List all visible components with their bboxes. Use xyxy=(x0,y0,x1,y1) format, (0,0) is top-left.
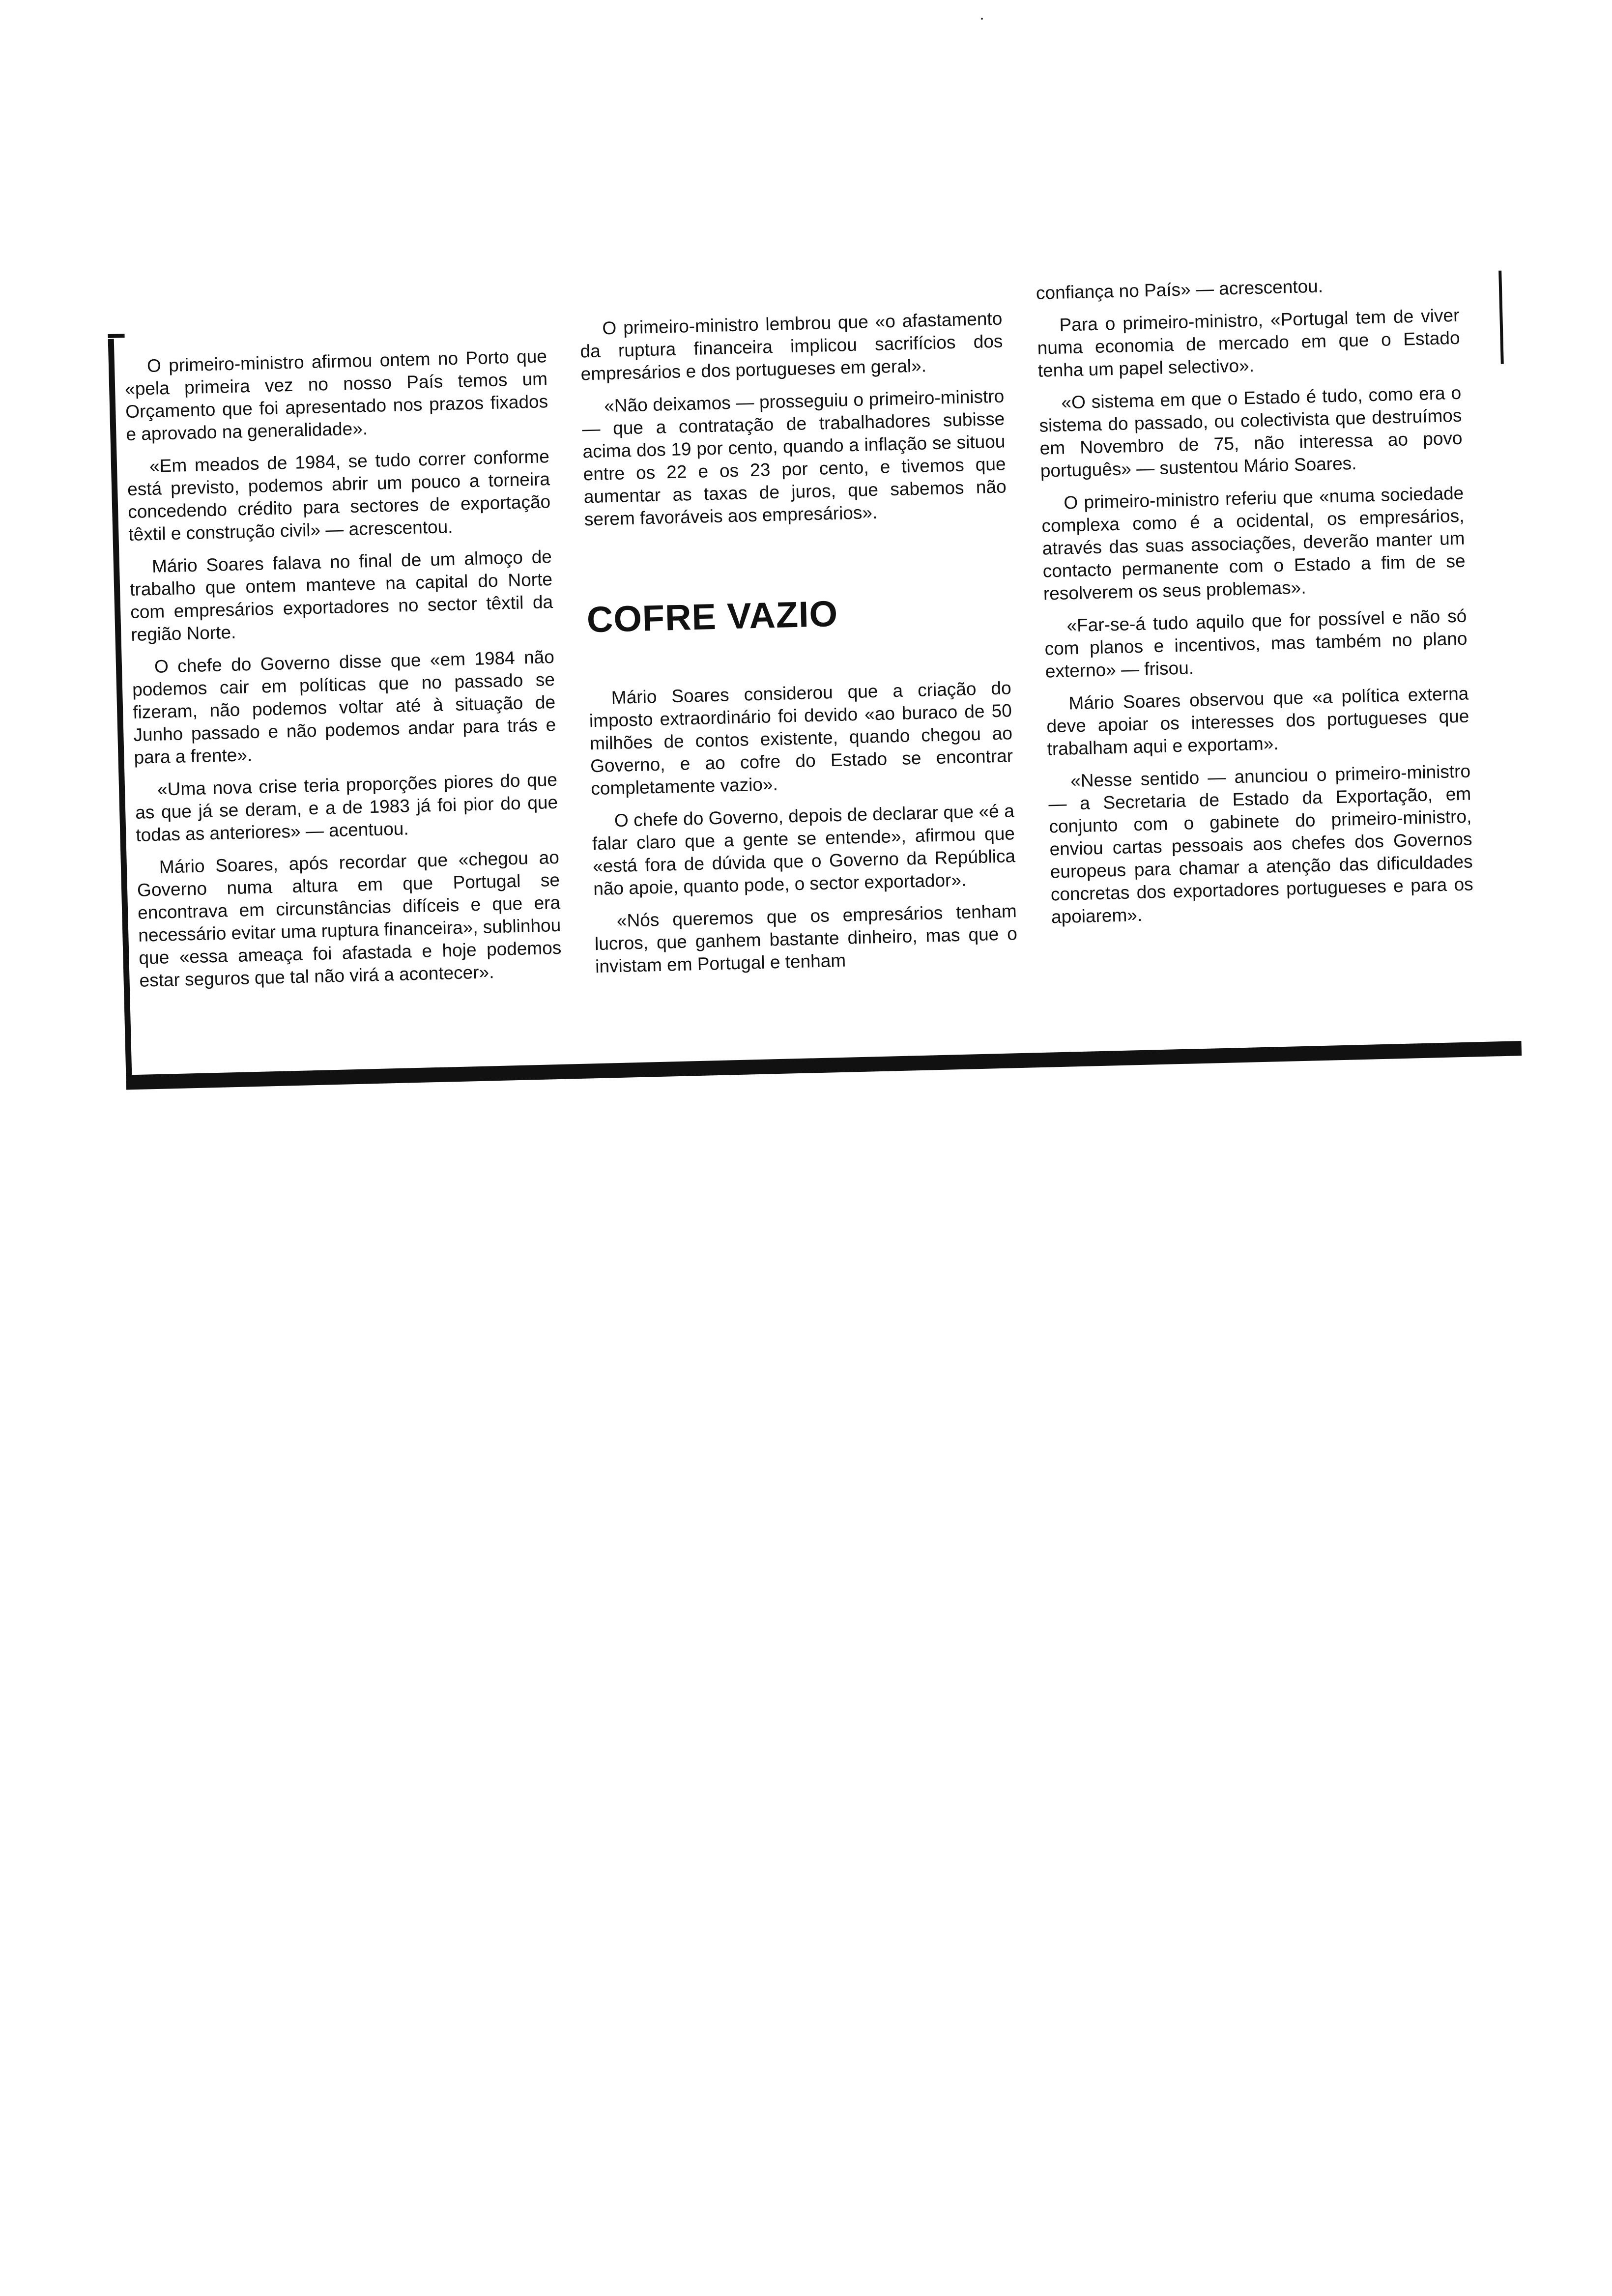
paragraph: O chefe do Governo disse que «em 1984 não podemos cair em políticas que no passado se fizeram, não podemos voltar até à situação de Junho passado e não podemos andar para trás e para a frente». xyxy=(132,646,556,768)
paragraph: Mário Soares observou que «a política externa deve apoiar os interesses dos portugueses que trabalham aqui e exportam». xyxy=(1046,683,1469,759)
paragraph: «Em meados de 1984, se tudo correr conforme está previsto, podemos abrir um pouco a torneira concedendo crédito para sectores de exportação têxtil e construção civil» — acrescentou. xyxy=(127,446,551,545)
newspaper-clipping xyxy=(107,271,1522,1111)
paragraph: O primeiro-ministro lembrou que «o afastamento da ruptura financeira implicou sacrifícios dos empresários e dos portugueses em geral». xyxy=(580,308,1003,384)
paragraph: «Não deixamos — prosseguiu o primeiro-ministro — que a contratação de trabalhadores subisse acima dos 19 por cento, quando a inflação se situou entre os 22 e os 23 por cento, e tivemos que aumentar as taxas de juros, que sabemos não serem favoráveis aos empresários». xyxy=(581,386,1007,530)
scan-speck xyxy=(981,18,983,20)
paragraph: «O sistema em que o Estado é tudo, como era o sistema do passado, ou colectivista que destruímos em Novembro de 75, não interessa ao povo português» — sustentou Mário Soares. xyxy=(1039,382,1463,481)
article-column-2 xyxy=(579,308,1018,988)
bottom-border-rule xyxy=(126,1041,1522,1090)
article-column-1 xyxy=(124,345,563,1002)
paragraph: «Far-se-á tudo aquilo que for possível e não só com planos e incentivos, mas também no plano externo» — frisou. xyxy=(1044,605,1468,682)
paragraph: Mário Soares considerou que a criação do imposto extraordinário foi devido «ao buraco de 50 milhões de contos existente, quando chegou ao Governo, e ao cofre do Estado se encontrar completamente vazio». xyxy=(589,678,1013,799)
section-subheading: COFRE VAZIO xyxy=(586,593,838,640)
article-column-3 xyxy=(1036,272,1474,939)
corner-tick-mark xyxy=(108,334,124,338)
paragraph: O chefe do Governo, depois de declarar que «é a falar claro que a gente se entende», afirmou que «está fora de dúvida que o Governo da República não apoie, quanto pode, o sector exportador». xyxy=(592,801,1016,899)
paragraph-continuation: confiança no País» — acrescentou. xyxy=(1036,276,1324,303)
paragraph: «Nós queremos que os empresários tenham lucros, que ganhem bastante dinheiro, mas que o invistam em Portugal e tenham xyxy=(594,901,1018,977)
paragraph: «Nesse sentido — anunciou o primeiro-ministro — a Secretaria de Estado da Exportação, em conjunto com o gabinete do primeiro-ministro, enviou cartas pessoais aos chefes dos Governos europeus para chamar a atenção das dificuldades concretas dos exportadores portugueses e para os apoiarem». xyxy=(1048,761,1474,927)
paragraph: O primeiro-ministro afirmou ontem no Porto que «pela primeira vez no nosso País temos um Orçamento que foi apresentado nos prazos fixados e aprovado na generalidade». xyxy=(124,346,548,445)
paragraph: «Uma nova crise teria proporções piores do que as que já se deram, e a de 1983 já foi pior do que todas as anteriores» — acentuou. xyxy=(135,769,558,845)
paragraph: Mário Soares, após recordar que «chegou ao Governo numa altura em que Portugal se encontrava em circunstâncias difíceis e que era necessário evitar uma ruptura financeira», sublinhou que «essa ameaça foi afastada e hoje podemos estar seguros que tal não virá a acontecer». xyxy=(137,847,562,991)
paragraph: O primeiro-ministro referiu que «numa sociedade complexa como é a ocidental, os empresários, através das suas associações, deverão manter um contacto permanente com o Estado a fim de se resolverem os seus problemas». xyxy=(1041,483,1466,604)
right-border-rule xyxy=(1498,271,1504,364)
paragraph: Para o primeiro-ministro, «Portugal tem de viver numa economia de mercado em que o Estado tenha um papel selectivo». xyxy=(1037,305,1460,381)
paragraph: Mário Soares falava no final de um almoço de trabalho que ontem manteve na capital do Norte com empresários exportadores no sector têxtil da região Norte. xyxy=(129,546,553,645)
